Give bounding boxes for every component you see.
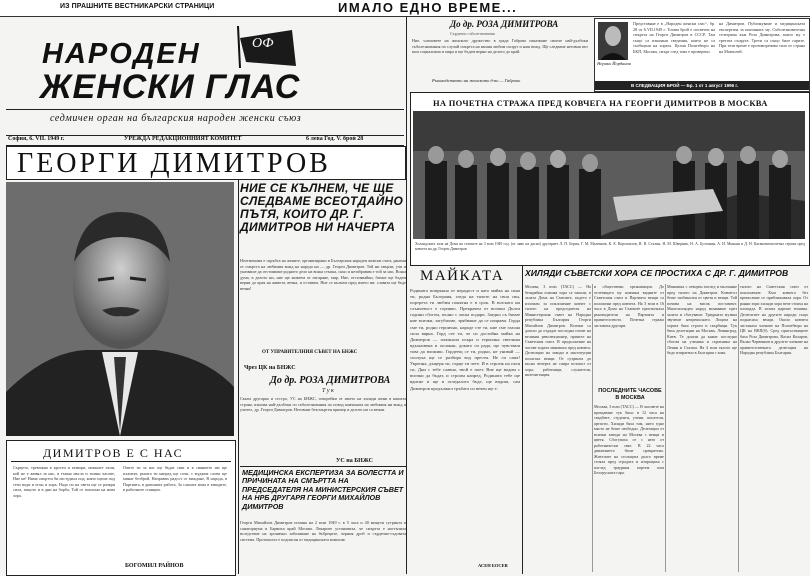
roza-letter-footer: Ръководството на женското д-во — Габрово — [432, 78, 521, 83]
honor-guard-headline: НА ПОЧЕТНА СТРАЖА ПРЕД КОВЧЕГА НА ГЕОРГИ ДИМИТРОВ В МОСКВА — [433, 98, 768, 108]
mother-text: Родината помръкна от нерадост и като майка на сина ти, родна Бълграия, гледа на тялото на своя син, портрета ти любим понятна е в срок. В юлската ни слънчевост е горчиво. Прекрачен от всички Дълги години сбогом, пълно с ласка подари. Заедно съ бяхме ние всички, загубихме, трябваше да се изправи. Горда сме ти, родно героично, народе сте ти, ние сме гласна сила вярна. Горд сее ти, че си достойна майка на Димитров — пламнала искра и героична светлина вдъхновена и оплакан, докато си рада, ще чувстваш това да вложиш. Гордеещ се ти, родно, не унивай — сполука ще се разбира вод пресен. Не си сама! Укрепна, дъщеря ти, сърце ти чете. И в строеж на пътя си, Дни с тебе славна, твой е поет. Вие ще водим с всички да бъдат, и строим напред, Родината тебе ще вдигне и ще в огледалото бъде, ще видиш, сам Димитров продължил тръбата си вечен ще е. — [410, 288, 520, 391]
pledge-text: Неотменима е скръбта на жените, организирани в Българския народен женски съюз, ранени от смъртта на любимия вожд на народа ни — др. Георги Димитров. Той ни хвърли, учи и указваше да отстояваме родното дело на всяка стъпка, скъп и незабравим е той за нас, Всяка дума, в делото ни, ние ще живеем от изгаряне, мир, Ние, отстоявайки, бихме ще бъдем верни до края на живота, вечна, и оставим. Ние се кълнем пред името ви: славата ще бъде вечна! — [240, 258, 406, 291]
thousands-text-col1: Москва, 3 юли (ТАСС) — На безкрайна опашка хора са чакали, в залата Дома на Съюзите, където е изложен за поклонение ковчег с тялото на председателя на Министерския съвет на Народна република България Георги Михайлов Димитров. Всички са дошли да отдадат последна почит на великия революционер, приятел на Съветския съюз. В продължение на часове хората минаваха пред ковчега. Делегации на заводи и институции полагаха венци. От сутринта до късно вечерта не спира потокът от хора, работници, служители, интелигенция. — [525, 284, 591, 377]
top-strip — [0, 0, 810, 17]
poem-column-right: Очите ти за нас ще бъдат свят и в сиянието им ще пламтят, ръката ти напред ще сочи, с муджик слова ще минат безброй, Направих радост се виждане, В народа, в Партията, в днешната работа, За сляхата зима в заводите, в работните станции. — [123, 465, 227, 493]
medical-text: Георги Михайлов Димитров почина на 2 юли 1949 г. в 5 часа и 40 минути сутринта в санаториума в Барвиха край Москва. Лекарите установиха, че смъртта е настъпила вследствие на хронично заболяване на бъбреците, черния дроб и сърдечно-съдовата система. Протоколът е подписан от медицинската комисия. — [240, 520, 406, 542]
thousands-text-col4: тялото на Съветския съюз от поклонение. Към ковчега без прекъсване се приближаваха хора. От ранни зори хиляди хора вече стояха на площада. В залата цареше тишина. Делегатите на другите народи също поднасяха венци. Около ковчега застанаха членове на Политбюро на ЦК на ВКП(б). Сред присъстващите бяха Роза Димитрова, Васил Коларов, Вълко Червенков и другите членове на правителствената делегация на Народна република България. — [740, 284, 808, 355]
honor-guard-photo — [413, 111, 805, 239]
masthead-subtitle: седмичен орган на българския народен женски съюз — [50, 113, 302, 124]
roza-letter-headline: До др. РОЗА ДИМИТРОВА — [450, 19, 559, 29]
main-headline: ГЕОРГИ ДИМИТРОВ — [17, 148, 331, 179]
poem-signature: БОГОМИЛ РАЙНОВ — [125, 563, 184, 569]
bio-box — [594, 18, 810, 92]
logo-flag-icon — [236, 22, 302, 70]
issue-info-bar — [6, 135, 404, 146]
via-cc-label: Чрез ЦК на БНЖС — [244, 365, 296, 371]
pledge-headline: НИЕ СЕ КЪЛНЕМ, ЧЕ ЩЕ СЛЕДВАМЕ ВСЕОТДАЙНО ПЪТЯ, КОИТО ДР. Г. ДИМИТРОВ НИ НАЧЕРТА — [240, 181, 404, 234]
mother-headline: МАЙКАТА — [420, 268, 505, 284]
poem-column-left: Сърцето, тревожно в ярости и затвори, нежните лъчи, кой не е живял за нас, в тъмна мъгла и тъмни часове, Ние не! Нима смъртта би изстудила под, която щеше под тези води и огън и хора, Надо по на света ще се разкри сила, защото и в дни на борба, Той се поклони на нова зора. — [13, 465, 115, 498]
condolence-text: Скъпа другарко и сестро, УС на БНЖС, говорейки от името на хиляди жени в нашата страна, изказва най-дълбоки си съболезнования по повод кончината на любимия ни вожд и учител, др. Георги Димитров. Неговият безсмъртен пример и делото ни са вечни. — [240, 396, 406, 413]
thousands-text-col2: и обществени организации. До отлетящата му кончина видните от Съветския съюз и Партията венци са положени пред ковчега. На 3 юли в 16 часа в Дома на Съюзите пристигнаха ръководители на Партията и правителството. Почетна стража заставаха другари. — [594, 284, 664, 328]
roza-letter-text: Ние, членовете на женското дружество в града Габрово изказваме своите най-дълбоки съболезнования по случай смъртта на вашия любим съпруг и наш вожд. Ще следваме неговия път към социализма и мира и ще бъдем верни на делото до край. — [412, 38, 588, 55]
strip-left-label: ИЗ ПРАШНИТЕ ВЕСТНИКАРСКИ СТРАНИЦИ — [60, 3, 215, 10]
author-photo — [598, 22, 628, 60]
issue-date: София, 6. VII. 1949 г. — [8, 136, 65, 142]
masthead-title-line2: ЖЕНСКИ ГЛАС — [40, 68, 301, 106]
last-hours-subhead: ПОСЛЕДНИТЕ ЧАСОВЕ В МОСКВА — [598, 388, 662, 401]
author-caption: Нерико Йорданов — [597, 61, 631, 66]
strip-right-label: ИМАЛО ЕДНО ВРЕМЕ... — [338, 0, 518, 15]
thousands-headline: ХИЛЯДИ СЪВЕТСКИ ХОРА СЕ ПРОСТИХА С ДР. Г. ДИМИТРОВ — [525, 268, 789, 278]
bio-text-right: на Димитров. Публикуваме и медицинската експертиза за кончината му. Съболезнователна телеграма към Роза Димитрова, които му е третата съпруга. Трети са също биле гарите. При тези време е противоречиво тяло от страна на Мавзолей. — [719, 21, 805, 54]
bio-strip: В СЛЕДВАЩИЯ БРОЙ — Бр. 1 от 1 август 1996 г. — [595, 81, 809, 90]
thousands-text-col2b: Москва, 3 юли (ТАСС) — В часовете на прощаване тук бяха: в 12 часа на свадбите, студенти, учени, писатели, артисти. Хиляди бяха там, нито едно място не беше свободно. Делегации от всички заводи на Москва с венци и цветя. Сбогуваха се с него от работнически свят. В 22 часа движението беше прекратено. Жителите на столицата дълго време стояха пред сградата и изпращаха с поглед траурния кортеж към Белоруската гара. — [594, 404, 664, 475]
dimitrov-with-us-box — [6, 440, 236, 576]
here-label: Т у к — [322, 388, 334, 394]
roza-letter-box — [410, 18, 590, 88]
medical-headline: МЕДИЦИНСКА ЕКСПЕРТИЗА ЗА БОЛЕСТТА И ПРИЧИНАТА НА СМЪРТТА НА ПРЕДСЕДАТЕЛЯ НА МИНИСТЕРСКИЯ СЪВЕТ НА НРБ ДРУГАРЯ ГЕОРГИ МИХАЙЛОВ ДИМИТРОВ — [242, 468, 404, 511]
price-issue: 6 лева Год. V. брой 28 — [306, 136, 364, 142]
mother-signature: АСЕН БОСЕВ — [478, 563, 508, 568]
editorial-committee: УРЕЖДА РЕДАКЦИОННИЯТ КОМИТЕТ — [124, 136, 242, 142]
masthead-title-line1: НАРОДЕН — [42, 38, 201, 70]
box-headline: ДИМИТРОВ Е С НАС — [43, 446, 184, 460]
roza-letter-small: Сърдечно съболезнования — [450, 31, 495, 36]
main-headline-box — [6, 146, 406, 180]
masthead — [0, 16, 405, 135]
logo-text: ОФ — [252, 36, 274, 51]
honor-guard-box — [410, 92, 810, 266]
dimitrov-portrait — [6, 182, 234, 436]
guard-label: ОТ УПРАВИТЕЛНИЯ СЪВЕТ НА БНЖС — [262, 350, 358, 355]
honor-guard-caption: Холандската зала на Дома на съюзите на 3 юли 1949 год. (от ляво на дясно) другарите Л. П. Берия, Г. М. Маленков, К. Е. Ворошилов, И. В. Сталин, Н. М. Шверник, Н. А. Булганин, А. И. Микоян и Д. Н. Кагановичпочетна стража пред ковчега на др. Георги Димитров — [415, 242, 805, 251]
us-bnjs-label: УС на БНЖС — [336, 458, 373, 464]
thousands-text-col3: Минаваха с отворен поглед и мълчание пред тялото на Димитров. Ковчегът беше заобиколен от цветя и венци. Той почива на висок постамент. Многохиляден народ минаваше през залата и сбогуваше. Траурната музика звучеше непрекъснато. Лицата на хората бяха строги и скърбящи. Тук бяха делегации на Москва, Ленинград, Киев. Те дошли да кажат последно сбогом на ученика и съратника на Ленин и Сталин. На 4 юли тялото ще бъде изпратено в България с влак. — [667, 284, 737, 355]
bio-text-left: Представяне е в „Народен женски глас“, бр. 28 от 6.VII.1949 г. Тогава брой е посветен на смъртта на Георги Димитров в СССР. Там също са изказани сведения, които не са съобщени на хората. Целия Политбюро на БКП, Москва, смърт след това е проверено. — [633, 21, 715, 54]
to-roza-headline: До др. РОЗА ДИМИТРОВА — [270, 375, 391, 386]
